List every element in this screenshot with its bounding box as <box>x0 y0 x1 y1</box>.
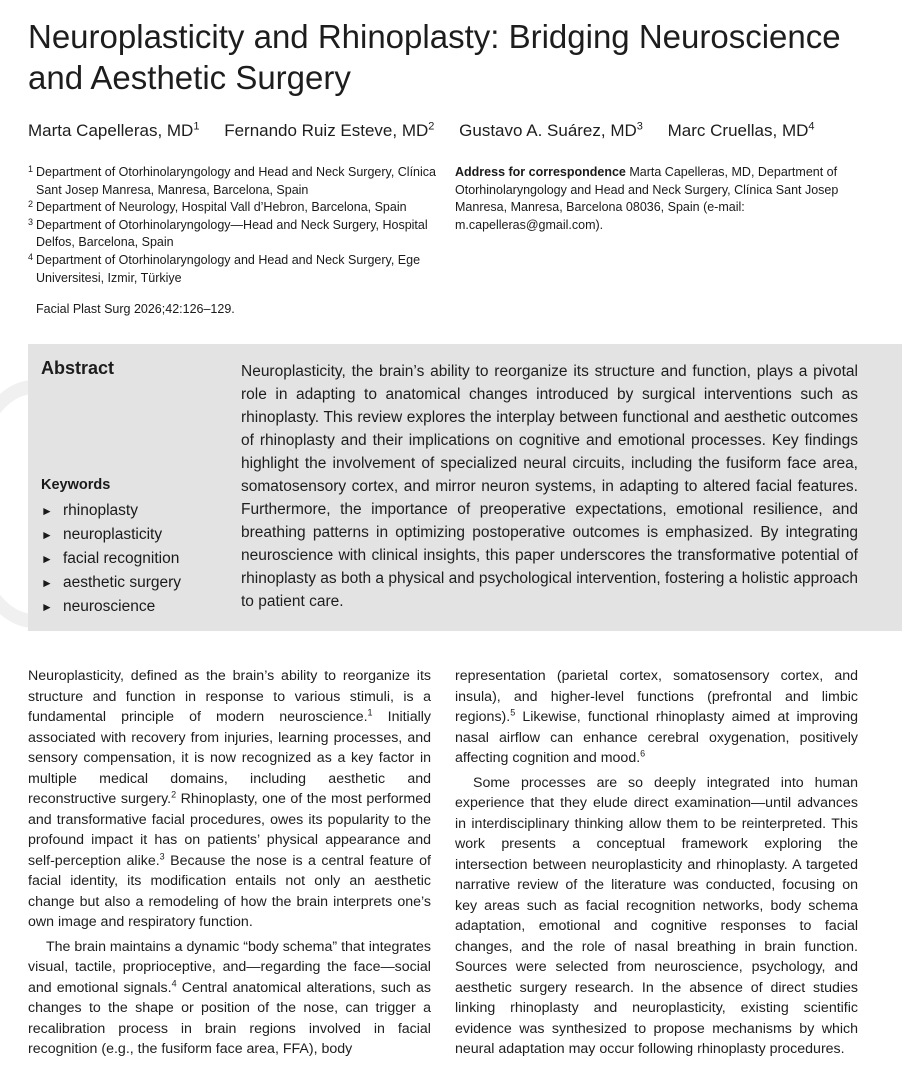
abstract-heading: Abstract <box>41 358 115 378</box>
author: Fernando Ruiz Esteve, $MD^2$ <box>224 120 435 140</box>
arrow-icon: ► <box>41 552 53 566</box>
keyword-list <box>41 499 181 619</box>
body-paragraph: Neuroplasticity, defined as the brain’s ability to reorganize its structure and function in response to various stimuli, is a fundamental principle of modern neuroscience.$^1$ Initially associated with recovery from injuries, learning processes, and sensory compensation, it is now recognized as a key factor in multiple medical domains, including aesthetic and reconstructive surgery.$^2$ Rhinoplasty, one of the most performed and transformative facial procedures, owes its popularity to the profound impact it has on patients’ physical appearance and self-perception alike.$^3$ Because the nose is a central feature of facial identity, its modification entails not only an aesthetic change but also a remodeling of how the brain interprets one’s own image and respiratory function. <box>28 668 431 930</box>
body-paragraph: The brain maintains a dynamic “body schema” that integrates visual, tactile, proprioceptive, and—regarding the face—social and emotional signals.$^4$ Central anatomical alterations, such as changes to the shape or position of the nose, can trigger a recalibration process in brain regions involved in facial recognition (e.g., the fusiform face area, FFA), body <box>28 938 431 1057</box>
keyword-item: ► rhinoplasty <box>41 499 181 523</box>
body-paragraph: Some processes are so deeply integrated into human experience that they elude direct examination—until advances in interdisciplinary thinking allow them to be reinterpreted. This work presents a conceptual framework exploring the intersection between neuroplasticity and rhinoplasty. A targeted narrative review of the literature was conducted, focusing on key areas such as facial recognition networks, body schema adaptation, emotional and cognitive responses to facial changes, and the role of nasal breathing in brain function. Sources were selected from neuroscience, psychology, and aesthetic surgery research. In the absence of direct studies linking rhinoplasty and neuroplasticity, existing scientific evidence was synthesized to propose mechanisms by which neural adaptation may occur following rhinoplasty procedures. <box>455 774 858 1057</box>
affiliation-list <box>28 164 448 287</box>
author: Gustavo A. Suárez, $MD^3$ <box>459 120 643 140</box>
author-list <box>28 114 888 143</box>
reference-marker: 6 <box>640 748 646 759</box>
reference-marker: 1 <box>367 707 373 718</box>
article-title: Neuroplasticity and Rhinoplasty: Bridging Neuroscience and Aesthetic Surgery <box>28 18 841 96</box>
keyword-item: ► neuroscience <box>41 595 181 619</box>
reference-marker: 5 <box>510 707 516 718</box>
keyword-item: ► facial recognition <box>41 547 181 571</box>
journal-citation: Facial Plast Surg 2026;42:126–129. <box>36 302 235 316</box>
body-paragraph-continued: representation (parietal cortex, somatosensory cortex, and insula), and higher-level functions (prefrontal and limbic regions).$^5$ Likewise, functional rhinoplasty aimed at improving nasal airflow can enhance cerebral oxygenation, positively affecting cognition and mood.$^6$ <box>455 668 859 766</box>
keywords-heading: Keywords <box>41 477 111 493</box>
abstract-text: Neuroplasticity, the brain’s ability to reorganize its structure and function, plays a pivotal role in adapting to anatomical changes introduced by surgical interventions such as rhinoplasty. This review explores the interplay between functional and aesthetic outcomes of rhinoplasty and their implications on cognitive and emotional processes. Key findings highlight the involvement of specialized neural circuits, including the fusiform face area, somatosensory cortex, and mirror neuron systems, in adapting to altered facial features. Furthermore, the importance of preoperative expectations, emotional resilience, and breathing patterns in optimizing postoperative outcomes is emphasized. By integrating neuroscience with clinical insights, this paper underscores the transformative potential of rhinoplasty as both a physical and psychological intervention, fostering a holistic approach to patient care. <box>241 363 858 610</box>
abstract-panel <box>28 344 902 631</box>
author: Marta Capelleras, $MD^1$ <box>28 120 200 140</box>
correspondence-text: Marta Capelleras, MD, Department of Otorhinolaryngology and Head and Neck Surgery, Clínica Sant Josep Manresa, Manresa, Barcelona 08036, Spain (e-mail: m.capelleras@gmail.com). <box>455 165 839 232</box>
correspondence-label: Address for correspondence <box>455 165 626 179</box>
affiliation: 4 Department of Otorhinolaryngology and Head and Neck Surgery, Ege Universitesi, Izmir, Türkiye <box>28 251 421 285</box>
affiliation: 1 Department of Otorhinolaryngology and Head and Neck Surgery, Clínica Sant Josep Manresa, Manresa, Barcelona, Spain <box>28 164 436 197</box>
body-column-right <box>455 666 858 1060</box>
arrow-icon: ► <box>41 576 53 590</box>
keyword-item: ► neuroplasticity <box>41 523 181 547</box>
affiliation: 3 Department of Otorhinolaryngology—Head and Neck Surgery, Hospital Delfos, Barcelona, Spain <box>28 216 428 250</box>
correspondence-address <box>455 164 865 234</box>
reference-marker: 3 <box>159 850 165 861</box>
arrow-icon: ► <box>41 600 53 614</box>
affiliation: 2 Department of Neurology, Hospital Vall d’Hebron, Barcelona, Spain <box>28 199 407 215</box>
body-column-left <box>28 666 431 1060</box>
author: Marc Cruellas, $MD^4$ <box>667 120 815 140</box>
reference-marker: 4 <box>171 977 177 988</box>
arrow-icon: ► <box>41 528 53 542</box>
reference-marker: 2 <box>171 789 177 800</box>
arrow-icon: ► <box>41 504 53 518</box>
keyword-item: ► aesthetic surgery <box>41 571 181 595</box>
